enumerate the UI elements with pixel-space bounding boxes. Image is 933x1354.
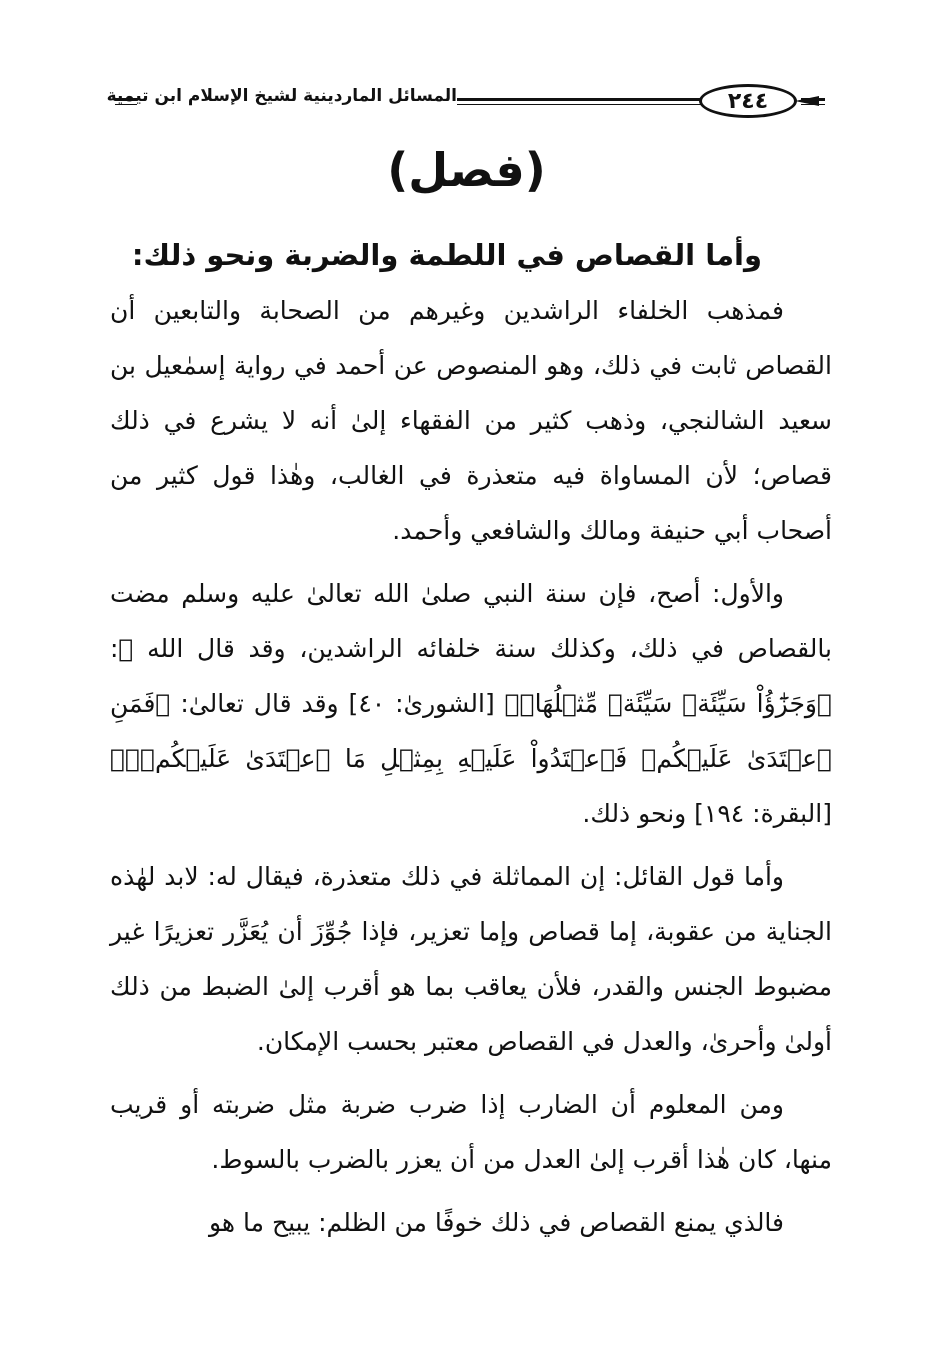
paragraph-5: فالذي يمنع القصاص في ذلك خوفًا من الظلم: يبيح ما هو <box>209 1208 784 1237</box>
page-number: ٢٤٤ <box>727 88 769 114</box>
paragraph-3: وأما قول القائل: إن المماثلة في ذلك متعذرة، فيقال له: لابد لهٰذه الجناية من عقوبة، إما قصاص وإما تعزير، فإذا جُوِّزَ أن يُعَزَّر تعزيرًا غير مضبوط الجنس والقدر، فلأن يعاقب بما هو أقرب إلىٰ الضبط من ذلك أولىٰ وأحرىٰ، والعدل في القصاص معتبر بحسب الإمكان. <box>110 862 832 1056</box>
running-title: المسائل الماردينية لشيخ الإسلام ابن تيمية <box>106 86 457 106</box>
paragraph-1: فمذهب الخلفاء الراشدين وغيرهم من الصحابة والتابعين أن القصاص ثابت في ذلك، وهو المنصوص عن أحمد في رواية إسمٰعيل بن سعيد الشالنجي، وذهب كثير من الفقهاء إلىٰ أنه لا يشرع في ذلك قصاص؛ لأن المساواة فيه متعذرة في الغالب، وهٰذا قول كثير من أصحاب أبي حنيفة ومالك والشافعي وأحمد. <box>110 296 832 545</box>
running-header <box>106 84 825 124</box>
section-title: (فصل) <box>387 143 546 197</box>
paragraph-4: ومن المعلوم أن الضارب إذا ضرب ضربة مثل ضربته أو قريب منها، كان هٰذا أقرب إلىٰ العدل من أن يعزر بالضرب بالسوط. <box>110 1090 832 1174</box>
body-text <box>110 228 832 1258</box>
subheading: وأما القصاص في اللطمة والضربة ونحو ذلك: <box>131 238 762 272</box>
page-number-oval <box>699 84 797 118</box>
paragraph-2: والأول: أصح، فإن سنة النبي صلىٰ الله تعالىٰ عليه وسلم مضت بالقصاص في ذلك، وكذلك سنة خلفائه الراشدين، وقد قال الله ﷻ: ﴿وَجَزَٰٓؤُاْ سَيِّئَةٖ سَيِّئَةٞ مِّثۡلُهَاۖ﴾ [الشورىٰ: ٤٠] وقد قال تعالىٰ: ﴿فَمَنِ ٱعۡتَدَىٰ عَلَيۡكُمۡ فَٱعۡتَدُواْ عَلَيۡهِ بِمِثۡلِ مَا ٱعۡتَدَىٰ عَلَيۡكُمۡۚ﴾ [البقرة: ١٩٤] ونحو ذلك. <box>110 579 832 828</box>
